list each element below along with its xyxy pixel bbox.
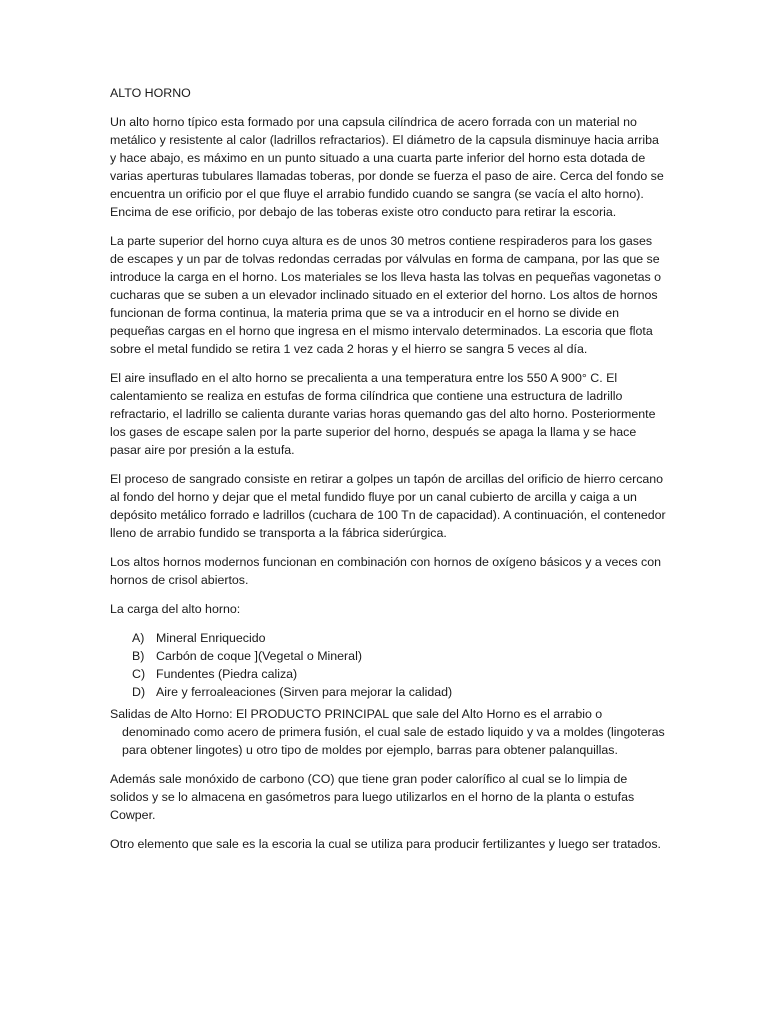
outputs-rest: denominado como acero de primera fusión, el cual sale de estado liquido y va a moldes (lingoteras para obtener lingotes) u otro tipo de moldes por ejemplo, barras para obtener palanquillas.	[122, 725, 665, 757]
list-item	[132, 629, 668, 647]
paragraph-outputs	[110, 705, 668, 759]
list-item	[132, 683, 668, 701]
list-item-text: Fundentes (Piedra caliza)	[156, 667, 298, 681]
list-item-text: Aire y ferroaleaciones (Sirven para mejorar la calidad)	[156, 685, 453, 699]
paragraph-carbon-monoxide: Además sale monóxido de carbono (CO) que tiene gran poder calorífico al cual se lo limpia de solidos y se lo almacena en gasómetros para luego utilizarlos en el horno de la planta o estufas Cowper.	[110, 772, 635, 822]
list-item-text: Mineral Enriquecido	[156, 631, 266, 645]
paragraph-modern: Los altos hornos modernos funcionan en combinación con hornos de oxígeno básicos y a veces con hornos de crisol abiertos.	[110, 555, 662, 587]
list-item	[132, 665, 668, 683]
paragraph-tapping: El proceso de sangrado consiste en retirar a golpes un tapón de arcillas del orificio de hierro cercano al fondo del horno y dejar que el metal fundido fluye por un canal cubierto de arcilla y caiga a un depósito metálico forrado e ladrillos (cuchara de 100 Tn de capacidad). A continuación, el contenedor lleno de arrabio fundido se transporta a la fábrica siderúrgica.	[110, 472, 666, 540]
list-item	[132, 647, 668, 665]
list-marker: D)	[132, 685, 146, 699]
paragraph-description: Un alto horno típico esta formado por una capsula cilíndrica de acero forrada con un material no metálico y resistente al calor (ladrillos refractarios). El diámetro de la capsula disminuye hacia arriba y hace abajo, es máximo en un punto situado a una cuarta parte inferior del horno esta dotada de varias aperturas tubulares llamadas toberas, por donde se fuerza el paso de aire. Cerca del fondo se encuentra un orificio por el que fluye el arrabio fundido cuando se sangra (se vacía el alto horno). Encima de ese orificio, por debajo de las toberas existe otro conducto para retirar la escoria.	[110, 115, 664, 219]
outputs-first-line: Salidas de Alto Horno: El PRODUCTO PRINCIPAL que sale del Alto Horno es el arrabio o	[110, 707, 603, 721]
paragraph-slag: Otro elemento que sale es la escoria la cual se utiliza para producir fertilizantes y luego ser tratados.	[110, 837, 661, 851]
list-marker: A)	[132, 631, 145, 645]
charge-heading: La carga del alto horno:	[110, 602, 241, 616]
document-title: ALTO HORNO	[110, 86, 191, 100]
list-item-text: Carbón de coque ](Vegetal o Mineral)	[156, 649, 362, 663]
paragraph-upper-part: La parte superior del horno cuya altura es de unos 30 metros contiene respiraderos para los gases de escapes y un par de tolvas redondas cerradas por válvulas en forma de campana, por las que se introduce la carga en el horno. Los materiales se los lleva hasta las tolvas en pequeñas vagonetas o cucharas que se suben a un elevador inclinado situado en el exterior del horno. Los altos de hornos funcionan de forma continua, la materia prima que se va a introducir en el horno se divide en pequeñas cargas en el horno que ingresa en el mismo intervalo determinados. La escoria que flota sobre el metal fundido se retira 1 vez cada 2 horas y el hierro se sangra 5 veces al día.	[110, 234, 662, 356]
list-marker: B)	[132, 649, 145, 663]
list-marker: C)	[132, 667, 146, 681]
charge-list	[110, 629, 668, 701]
paragraph-hot-air: El aire insuflado en el alto horno se precalienta a una temperatura entre los 550 A 900° C. El calentamiento se realiza en estufas de forma cilíndrica que contiene una estructura de ladrillo refractario, el ladrillo se calienta durante varias horas quemando gas del alto horno. Posteriormente los gases de escape salen por la parte superior del horno, después se apaga la llama y se hace pasar aire por presión a la estufa.	[110, 371, 656, 457]
